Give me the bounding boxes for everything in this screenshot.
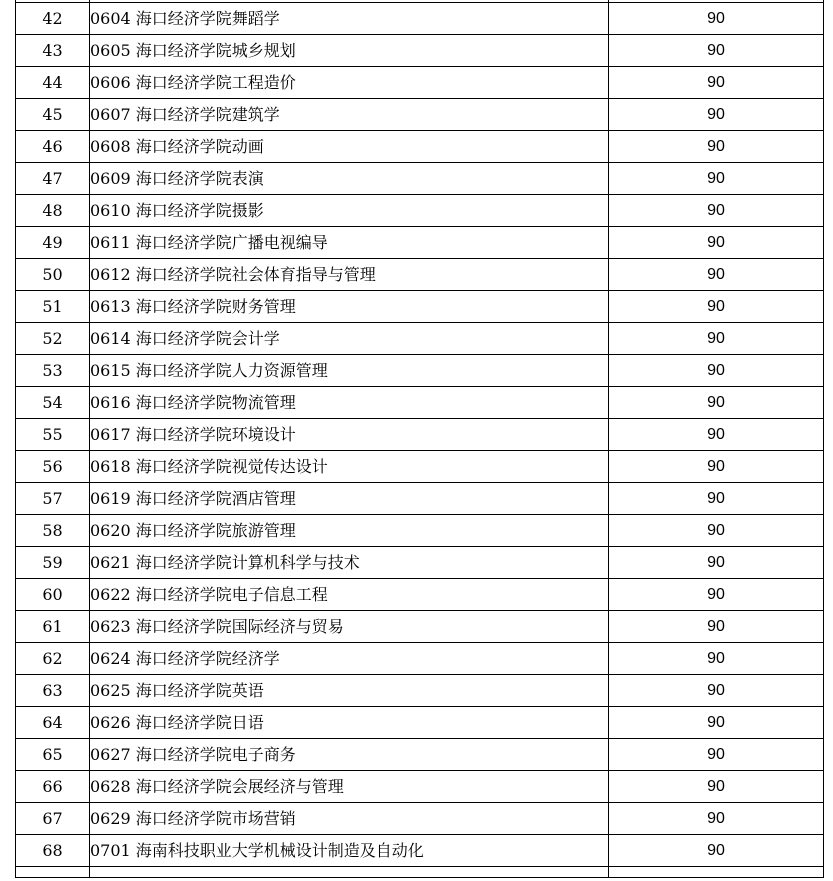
program-name-cell: 0609 海口经济学院表演 xyxy=(90,163,609,195)
program-name-cell: 0701 海南科技职业大学机械设计制造及自动化 xyxy=(90,835,609,867)
row-number-cell: 59 xyxy=(16,547,90,579)
score-cell: 90 xyxy=(609,99,824,131)
table-row xyxy=(16,451,824,483)
score-cell: 90 xyxy=(609,803,824,835)
program-name-cell xyxy=(90,867,609,878)
program-name-cell: 0622 海口经济学院电子信息工程 xyxy=(90,579,609,611)
table-row xyxy=(16,387,824,419)
row-number-cell: 62 xyxy=(16,643,90,675)
row-number-cell: 60 xyxy=(16,579,90,611)
program-name-cell: 0616 海口经济学院物流管理 xyxy=(90,387,609,419)
score-cell: 90 xyxy=(609,387,824,419)
table-row xyxy=(16,835,824,867)
row-number-cell: 50 xyxy=(16,259,90,291)
row-number-cell: 55 xyxy=(16,419,90,451)
row-number-cell: 57 xyxy=(16,483,90,515)
table-row xyxy=(16,643,824,675)
table-row xyxy=(16,163,824,195)
table-row xyxy=(16,547,824,579)
row-number-cell: 54 xyxy=(16,387,90,419)
table-row xyxy=(16,131,824,163)
score-cell: 90 xyxy=(609,195,824,227)
row-number-cell: 66 xyxy=(16,771,90,803)
score-cell xyxy=(609,867,824,878)
table-row xyxy=(16,355,824,387)
table-row xyxy=(16,67,824,99)
table-row xyxy=(16,739,824,771)
program-name-cell: 0610 海口经济学院摄影 xyxy=(90,195,609,227)
score-cell: 90 xyxy=(609,835,824,867)
row-number-cell xyxy=(16,867,90,878)
score-cell: 90 xyxy=(609,291,824,323)
program-name-cell: 0613 海口经济学院财务管理 xyxy=(90,291,609,323)
row-number-cell: 47 xyxy=(16,163,90,195)
row-number-cell: 61 xyxy=(16,611,90,643)
table-row xyxy=(16,323,824,355)
table-row xyxy=(16,291,824,323)
score-cell: 90 xyxy=(609,451,824,483)
program-name-cell: 0618 海口经济学院视觉传达设计 xyxy=(90,451,609,483)
program-name-cell: 0614 海口经济学院会计学 xyxy=(90,323,609,355)
table-row xyxy=(16,195,824,227)
score-cell: 90 xyxy=(609,707,824,739)
table-row xyxy=(16,259,824,291)
table-row xyxy=(16,419,824,451)
score-cell: 90 xyxy=(609,675,824,707)
program-name-cell: 0605 海口经济学院城乡规划 xyxy=(90,35,609,67)
table-row xyxy=(16,3,824,35)
program-name-cell: 0608 海口经济学院动画 xyxy=(90,131,609,163)
score-cell: 90 xyxy=(609,483,824,515)
score-cell: 90 xyxy=(609,259,824,291)
table-row xyxy=(16,803,824,835)
program-name-cell: 0611 海口经济学院广播电视编导 xyxy=(90,227,609,259)
table-row xyxy=(16,675,824,707)
row-number-cell: 52 xyxy=(16,323,90,355)
table-row xyxy=(16,515,824,547)
program-name-cell: 0626 海口经济学院日语 xyxy=(90,707,609,739)
row-number-cell: 42 xyxy=(16,3,90,35)
table-row xyxy=(16,99,824,131)
row-number-cell: 49 xyxy=(16,227,90,259)
score-cell: 90 xyxy=(609,643,824,675)
program-name-cell: 0625 海口经济学院英语 xyxy=(90,675,609,707)
row-number-cell: 48 xyxy=(16,195,90,227)
score-cell: 90 xyxy=(609,355,824,387)
score-cell: 90 xyxy=(609,131,824,163)
score-cell: 90 xyxy=(609,739,824,771)
table-row xyxy=(16,771,824,803)
program-name-cell: 0607 海口经济学院建筑学 xyxy=(90,99,609,131)
row-number-cell: 53 xyxy=(16,355,90,387)
table-row xyxy=(16,611,824,643)
program-name-cell: 0623 海口经济学院国际经济与贸易 xyxy=(90,611,609,643)
row-number-cell: 44 xyxy=(16,67,90,99)
score-table-body xyxy=(16,0,824,878)
program-name-cell: 0617 海口经济学院环境设计 xyxy=(90,419,609,451)
row-number-cell: 46 xyxy=(16,131,90,163)
score-cell: 90 xyxy=(609,3,824,35)
row-number-cell: 67 xyxy=(16,803,90,835)
program-name-cell: 0606 海口经济学院工程造价 xyxy=(90,67,609,99)
table-row xyxy=(16,227,824,259)
score-cell: 90 xyxy=(609,515,824,547)
score-cell: 90 xyxy=(609,419,824,451)
program-name-cell: 0624 海口经济学院经济学 xyxy=(90,643,609,675)
table-row-partial-bottom xyxy=(16,867,824,878)
row-number-cell: 65 xyxy=(16,739,90,771)
row-number-cell: 58 xyxy=(16,515,90,547)
score-cell: 90 xyxy=(609,771,824,803)
score-cell: 90 xyxy=(609,611,824,643)
row-number-cell: 64 xyxy=(16,707,90,739)
table-row xyxy=(16,483,824,515)
program-name-cell: 0628 海口经济学院会展经济与管理 xyxy=(90,771,609,803)
row-number-cell: 63 xyxy=(16,675,90,707)
score-cell: 90 xyxy=(609,227,824,259)
score-table xyxy=(15,0,824,878)
program-name-cell: 0627 海口经济学院电子商务 xyxy=(90,739,609,771)
program-name-cell: 0629 海口经济学院市场营销 xyxy=(90,803,609,835)
program-name-cell: 0612 海口经济学院社会体育指导与管理 xyxy=(90,259,609,291)
score-cell: 90 xyxy=(609,579,824,611)
table-row xyxy=(16,35,824,67)
program-name-cell: 0604 海口经济学院舞蹈学 xyxy=(90,3,609,35)
program-name-cell: 0620 海口经济学院旅游管理 xyxy=(90,515,609,547)
table-row xyxy=(16,579,824,611)
score-cell: 90 xyxy=(609,67,824,99)
table-row xyxy=(16,707,824,739)
row-number-cell: 68 xyxy=(16,835,90,867)
score-cell: 90 xyxy=(609,163,824,195)
program-name-cell: 0619 海口经济学院酒店管理 xyxy=(90,483,609,515)
score-cell: 90 xyxy=(609,323,824,355)
program-name-cell: 0621 海口经济学院计算机科学与技术 xyxy=(90,547,609,579)
row-number-cell: 45 xyxy=(16,99,90,131)
program-name-cell: 0615 海口经济学院人力资源管理 xyxy=(90,355,609,387)
row-number-cell: 43 xyxy=(16,35,90,67)
score-cell: 90 xyxy=(609,547,824,579)
score-cell: 90 xyxy=(609,35,824,67)
row-number-cell: 51 xyxy=(16,291,90,323)
row-number-cell: 56 xyxy=(16,451,90,483)
